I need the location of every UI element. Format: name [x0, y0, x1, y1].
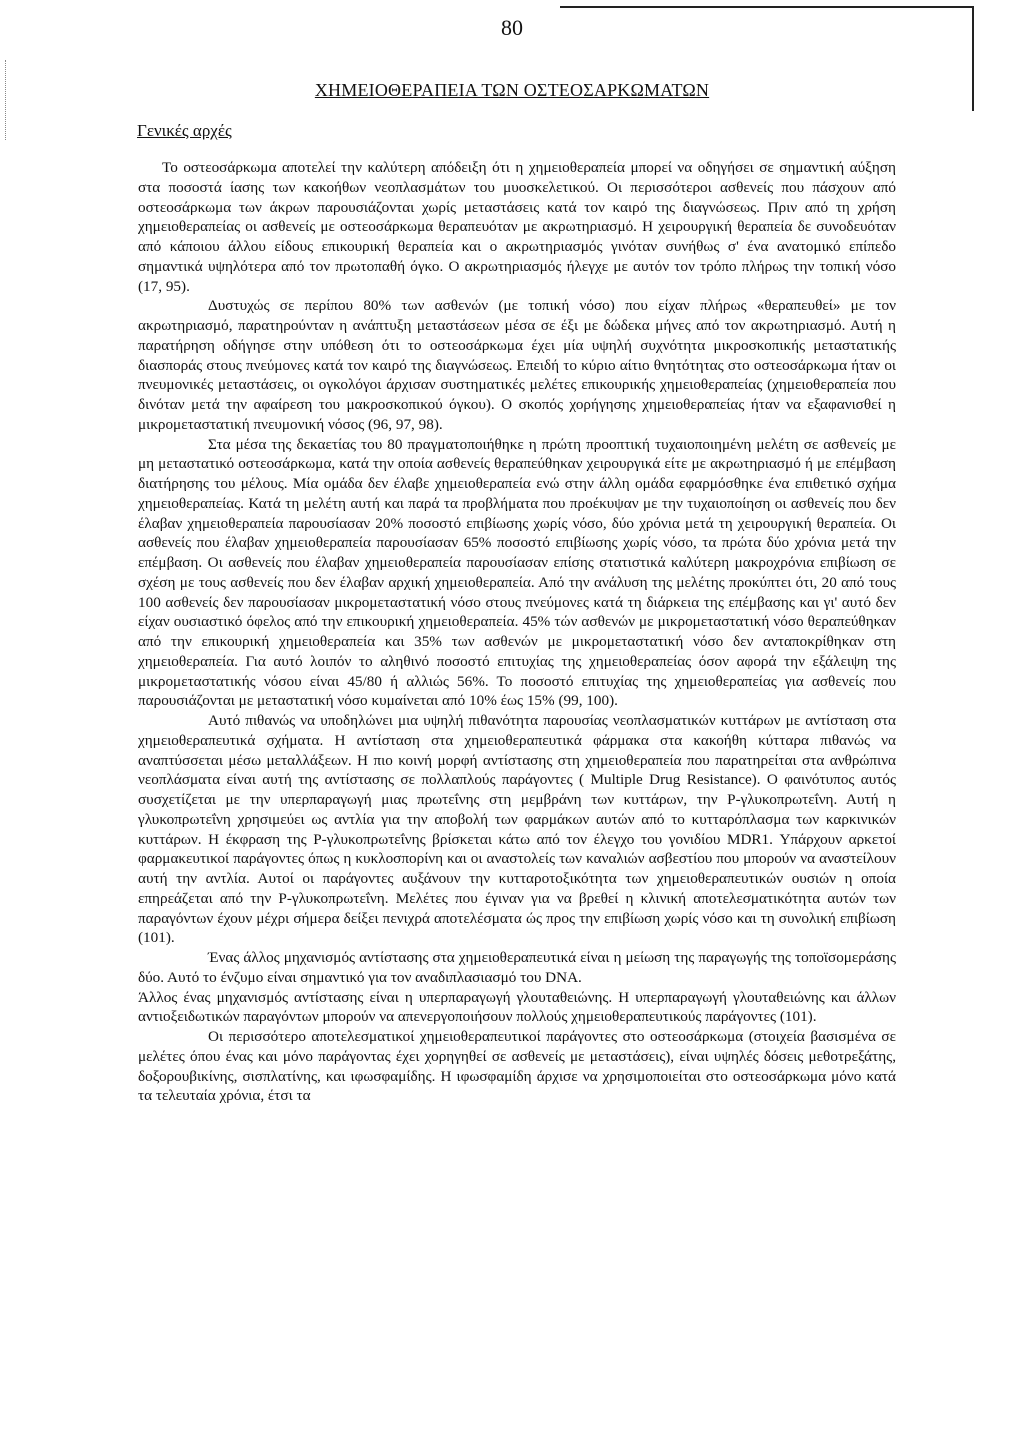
body-text [138, 158, 896, 1106]
paragraph: Στα μέσα της δεκαετίας του 80 πραγματοποιήθηκε η πρώτη προοπτική τυχαιοποιημένη μελέτη σε ασθενείς με μη μεταστατικό οστεοσάρκωμα, κατά την οποία ασθενείς θεραπεύθηκαν χειρουργικά είτε με ακρωτηριασμό ή με επέμβαση διατήρησης του μέλους. Μία ομάδα δεν έλαβε χημειοθεραπεία ενώ στην άλλη ομάδα εφαρμόσθηκε ένα επιθετικό σχήμα χημειοθεραπείας. Κατά τη μελέτη αυτή και παρά τα προβλήματα που προέκυψαν με την τυχαιοποίηση οι ασθενείς που δεν έλαβαν χημειοθεραπεία παρουσίασαν 20% ποσοστό επιβίωσης χωρίς νόσο, δύο χρόνια μετά τη χειρουργική θεραπεία. Οι ασθενείς που έλαβαν χημειοθεραπεία παρουσίασαν 65% ποσοστό επιβίωσης χωρίς νόσο, τα πρώτα δύο χρόνια μετά την επέμβαση. Οι ασθενείς που έλαβαν χημειοθεραπεία παρουσίασαν επίσης στατιστικά καλύτερη μακροχρόνια επιβίωση σε σχέση με τους ασθενείς που δεν έλαβαν αρχική χημειοθεραπεία. Από την ανάλυση της μελέτης προκύπτει ότι, 20 από τους 100 ασθενείς δεν παρουσίασαν μικρομεταστατική νόσο στους πνεύμονες κατά τη διάρκεια της επέμβασης και γι' αυτό δεν είχαν ουσιαστικό όφελος από την επικουρική χημειοθεραπεία. 45% τών ασθενών με μικρομεταστατική νόσο θεραπεύθηκαν από την επικουρική χημειοθεραπεία και 35% των ασθενών με μικρομεταστατική νόσο δεν ανταποκρίθηκαν στη χημειοθεραπεία. Για αυτό λοιπόν το αληθινό ποσοστό επιτυχίας της χημειοθεραπείας όσον αφορά την εξάλειψη της μικρομεταστατικής νόσου είναι 45/80 ή αλλιώς 56%. Το ποσοστό επιτυχίας της χημειοθεραπείας για ασθενείς που παρουσιάζονται με μεταστατική νόσο κυμαίνεται από 10% έως 15% (99, 100). [138, 435, 896, 710]
paragraph: Οι περισσότερο αποτελεσματικοί χημειοθεραπευτικοί παράγοντες στο οστεοσάρκωμα (στοιχεία βασισμένα σε μελέτες όπου ένας και μόνο παράγοντας έχει χορηγηθεί σε ασθενείς με μεταστάσεις), είναι υψηλές δόσεις μεθοτρεξάτης, δοξορουβικίνης, σισπλατίνης, και ιφωσφαμίδης. Η ιφωσφαμίδη άρχισε να χρησιμοποιείται στο οστεοσάρκωμα μόνο κατά τα τελευταία χρόνια, έτσι τα [138, 1028, 896, 1105]
paragraph: Ένας άλλος μηχανισμός αντίστασης στα χημειοθεραπευτικά είναι η μείωση της παραγωγής της τοποϊσομεράσης δύο. Αυτό το ένζυμο είναι σημαντικό για τον αναδιπλασιασμό του DNA. [138, 949, 896, 986]
paragraph: Άλλος ένας μηχανισμός αντίστασης είναι η υπερπαραγωγή γλουταθειώνης. Η υπερπαραγωγή γλουταθειώνης και άλλων αντιοξειδωτικών παραγόντων μπορούν να απενεργοποιήσουν πολλούς χημειοθεραπευτικούς παράγοντες (101). [138, 988, 896, 1026]
paragraph: Αυτό πιθανώς να υποδηλώνει μια υψηλή πιθανότητα παρουσίας νεοπλασματικών κυττάρων με αντίσταση στα χημειοθεραπευτικά σχήματα. Η αντίσταση στα χημειοθεραπευτικά φάρμακα στα κακοήθη κύτταρα πιθανώς να αναπτύσσεται μέσω μεταλλάξεων. Η πιο κοινή μορφή αντίστασης στη χημειοθεραπεία που παρατηρείται στα ανθρώπινα νεοπλάσματα είναι αυτή της αντίστασης σε πολλαπλούς παράγοντες ( Multiple Drug Resistance). Ο φαινότυπος αυτός συσχετίζεται με την υπερπαραγωγή μιας πρωτεΐνης στη μεμβράνη των κυττάρων, την P-γλυκοπρωτεΐνη. Αυτή η γλυκοπρωτεΐνη χρησιμεύει ως αντλία για την αποβολή των φαρμάκων αυτών από το κυτταρόπλασμα των καρκινικών κυττάρων. Η έκφραση της P-γλυκοπρωτεΐνης βρίσκεται κάτω από τον έλεγχο του γονιδίου MDR1. Υπάρχουν αρκετοί φαρμακευτικοί παράγοντες όπως η κυκλοσπορίνη και οι αναστολείς των καναλιών ασβεστίου που μπορούν να αναστείλουν αυτή την αντλία. Αυτοί οι παράγοντες αυξάνουν την κυτταροτοξικότητα των χημειοθεραπευτικών ουσιών η οποία επηρεάζεται από την P-γλυκοπρωτεΐνη. Μελέτες που έγιναν για να βρεθεί η κλινική αποτελεσματικότητα αυτών των παραγόντων έχουν μέχρι σήμερα δείξει πενιχρά αποτελέσματα ώς προς την επιβίωση χωρίς νόσο και τη συνολική επιβίωση (101). [138, 712, 896, 947]
paragraph: Δυστυχώς σε περίπου 80% των ασθενών (με τοπική νόσο) που είχαν πλήρως «θεραπευθεί» με τον ακρωτηριασμό, παρατηρούνταν η ανάπτυξη μεταστάσεων μέσα σε έξι με δώδεκα μήνες από τον ακρωτηριασμό. Αυτή η παρατήρηση οδήγησε στην υπόθεση ότι το οστεοσάρκωμα έχει μία υψηλή συχνότητα μικροσκοπικής μεταστατικής διασποράς στους πνεύμονες κατά τον καιρό της διαγνώσεως. Επειδή το κύριο αίτιο θνητότητας στο οστεοσάρκωμα ήταν οι πνευμονικές μεταστάσεις, οι ογκολόγοι άρχισαν συστηματικές μελέτες επικουρικής χημειοθεραπείας (χημειοθεραπεία που δινόταν μετά την αφαίρεση του μακροσκοπικού όγκου). Ο σκοπός χορήγησης χημειοθεραπείας ήταν να εξαφανισθεί η μικρομεταστατική πνευμονική νόσος (96, 97, 98). [138, 297, 896, 433]
scan-border-top [560, 6, 972, 8]
page-number: 80 [501, 15, 523, 40]
section-heading: Γενικές αρχές [137, 121, 232, 140]
chapter-title: ΧΗΜΕΙΟΘΕΡΑΠΕΙΑ ΤΩΝ ΟΣΤΕΟΣΑΡΚΩΜΑΤΩΝ [314, 80, 710, 100]
paragraph: Το οστεοσάρκωμα αποτελεί την καλύτερη απόδειξη ότι η χημειοθεραπεία μπορεί να οδηγήσει σε σημαντική αύξηση στα ποσοστά ίασης των κακοήθων νεοπλασμάτων του μυοσκελετικού. Οι περισσότεροι ασθενείς που πάσχουν από οστεοσάρκωμα των άκρων παρουσιάζονται χωρίς μεταστάσεις κατά τον καιρό της διαγνώσεως. Πριν από τη χρήση χημειοθεραπείας οι ασθενείς με οστεοσάρκωμα θεραπευόταν με ακρωτηριασμό. Η χειρουργική θεραπεία δε συνοδευόταν από κάποιου άλλου είδους επικουρική θεραπεία και ο ακρωτηριασμός γινόταν συνήθως σ' ένα ανατομικό επίπεδο σημαντικά υψηλότερα από τον πρωτοπαθή όγκο. Ο ακρωτηριασμός ήλεγχε με αυτόν τον τρόπο πλήρως την τοπική νόσο (17, 95). [138, 159, 896, 295]
